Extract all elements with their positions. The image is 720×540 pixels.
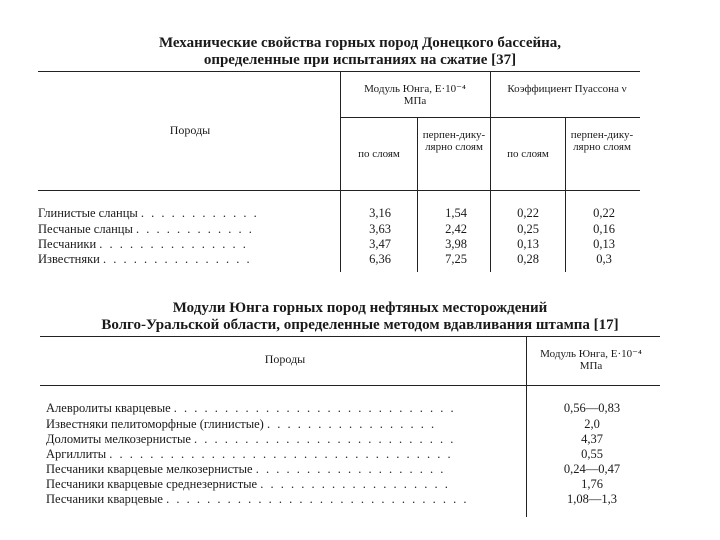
table2-row-3-value: 4,37: [581, 432, 603, 446]
table2-col-modulus: Модуль Юнга, E·10⁻⁴ МПа: [540, 348, 642, 372]
table1-row-3-young-perp: 3,98: [445, 237, 467, 251]
table2-col-rock: Породы: [264, 352, 306, 366]
table2-row-1-name: Алевролиты кварцевые . . . . . . . . . . . . . . . . . . . . . . . . . . . .: [46, 401, 456, 415]
table1-row-4-p-perp: 0,3: [596, 252, 612, 266]
table1-sub-along-poisson: по слоям: [507, 148, 549, 160]
table1-row-2-p-along: 0,25: [517, 222, 539, 236]
table1-row-4-p-along: 0,28: [517, 252, 539, 266]
table1-row-2-name: Песчаные сланцы . . . . . . . . . . . .: [38, 222, 254, 236]
table2-title-line2: Волго-Уральской области, определенные методом вдавливания штампа [17]: [101, 317, 619, 333]
table1-row-2-young-along: 3,63: [369, 222, 391, 236]
table1-vline-1: [340, 72, 341, 272]
table2-header-rule: [40, 385, 660, 386]
table2-vline: [526, 337, 527, 517]
table1-row-2-p-perp: 0,16: [593, 222, 615, 236]
table2-row-6-name: Песчаники кварцевые среднезернистые . . . . . . . . . . . . . . . . . . .: [46, 477, 450, 491]
table1-sub-perp-young: перпен-дику-лярно слоям: [422, 129, 486, 153]
table1-row-1-p-perp: 0,22: [593, 206, 615, 220]
table1-row-3-p-along: 0,13: [517, 237, 539, 251]
table2-row-3-name: Доломиты мелкозернистые . . . . . . . . . . . . . . . . . . . . . . . . . .: [46, 432, 456, 446]
table2-row-2-value: 2,0: [584, 417, 600, 431]
table1-row-2-young-perp: 2,42: [445, 222, 467, 236]
table1-vline-4: [565, 118, 566, 272]
table1-row-1-name: Глинистые сланцы . . . . . . . . . . . .: [38, 206, 259, 220]
table1-vline-2: [417, 118, 418, 272]
table1-sub-along-young: по слоям: [358, 148, 400, 160]
table1-sub-perp-poisson: перпен-дику-лярно слоям: [570, 129, 634, 153]
table1-group-young: Модуль Юнга, E·10⁻⁴ МПа: [364, 83, 466, 107]
table2-title-line1: Модули Юнга горных пород нефтяных месторождений: [172, 300, 548, 316]
table2-row-5-value: 0,24—0,47: [563, 462, 621, 476]
table1-title: [0, 35, 720, 69]
table1-group-poisson: Коэффициент Пуассона ν: [507, 83, 627, 95]
table2-row-4-name: Аргиллиты . . . . . . . . . . . . . . . . . . . . . . . . . . . . . . . . . .: [46, 447, 453, 461]
table1-row-1-young-perp: 1,54: [445, 206, 467, 220]
table1-title-line1: Механические свойства горных пород Донецкого бассейна,: [158, 35, 562, 51]
table2-title: [0, 300, 720, 334]
table1-col-rock: Породы: [169, 123, 211, 137]
table2-top-rule: [40, 336, 660, 337]
table1-row-1-p-along: 0,22: [517, 206, 539, 220]
table1-row-3-p-perp: 0,13: [593, 237, 615, 251]
table2-row-4-value: 0,55: [581, 447, 603, 461]
table1-title-line2: определенные при испытаниях на сжатие [37]: [203, 52, 517, 68]
table2-row-7-value: 1,08—1,3: [567, 492, 617, 506]
table1-header-rule: [38, 190, 640, 191]
table1-row-3-young-along: 3,47: [369, 237, 391, 251]
table2-row-6-value: 1,76: [581, 477, 603, 491]
table1-vline-3: [490, 72, 491, 272]
table1-row-4-young-perp: 7,25: [445, 252, 467, 266]
table1-row-4-young-along: 6,36: [369, 252, 391, 266]
table1-row-4-name: Известняки . . . . . . . . . . . . . . .: [38, 252, 252, 266]
table2-row-7-name: Песчаники кварцевые . . . . . . . . . . . . . . . . . . . . . . . . . . . . . .: [46, 492, 469, 506]
table1-top-rule: [38, 71, 640, 72]
table1-row-1-young-along: 3,16: [369, 206, 391, 220]
table2-row-1-value: 0,56—0,83: [563, 401, 621, 415]
table1-row-3-name: Песчаники . . . . . . . . . . . . . . .: [38, 237, 248, 251]
table2-row-2-name: Известняки пелитоморфные (глинистые) . . . . . . . . . . . . . . . . .: [46, 417, 437, 431]
table2-row-5-name: Песчаники кварцевые мелкозернистые . . . . . . . . . . . . . . . . . . .: [46, 462, 446, 476]
